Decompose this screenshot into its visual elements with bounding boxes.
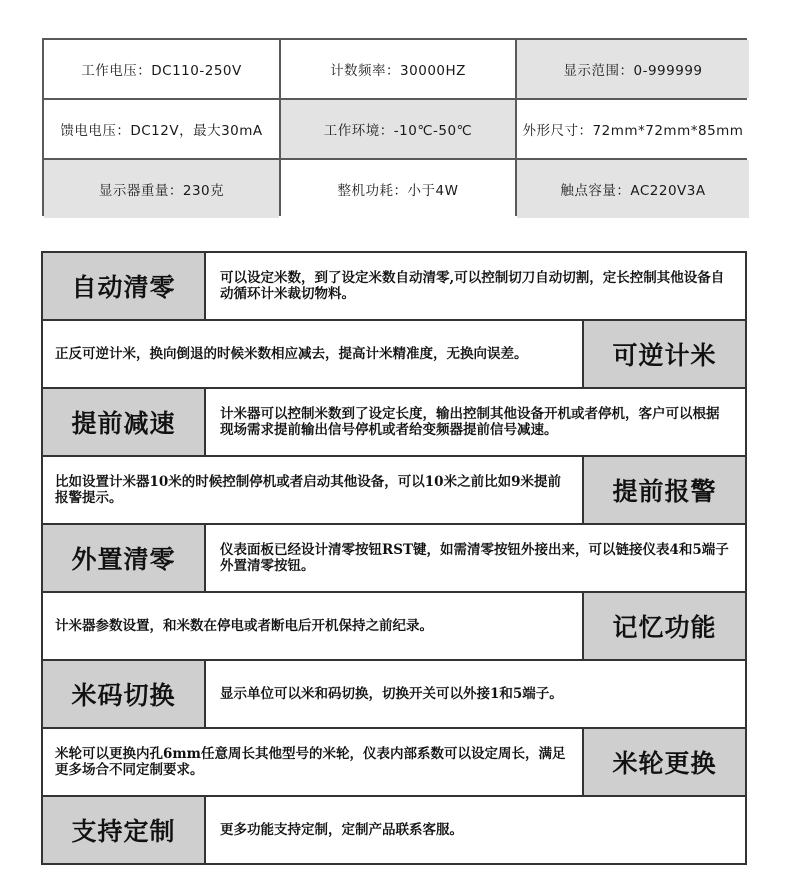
feature-title: 米码切换	[43, 661, 206, 727]
feature-description: 更多功能支持定制，定制产品联系客服。	[206, 797, 745, 863]
feature-description: 比如设置计米器10米的时候控制停机或者启动其他设备，可以10米之前比如9米提前报警提示。	[43, 457, 582, 523]
spec-cell: 触点容量：AC220V3A	[517, 160, 749, 218]
feature-description: 米轮可以更换内孔6mm任意周长其他型号的米轮，仪表内部系数可以设定周长，满足更多场合不同定制要求。	[43, 729, 582, 795]
feature-description: 计米器参数设置，和米数在停电或者断电后开机保持之前纪录。	[43, 593, 582, 659]
spec-cell: 整机功耗：小于4W	[281, 160, 515, 218]
feature-row-customization	[43, 797, 745, 863]
feature-row-early-alarm	[43, 457, 745, 525]
feature-description: 显示单位可以米和码切换，切换开关可以外接1和5端子。	[206, 661, 745, 727]
feature-description: 可以设定米数，到了设定米数自动清零,可以控制切刀自动切割，定长控制其他设备自动循环计米裁切物料。	[206, 253, 745, 319]
spec-cell: 显示范围：0-999999	[517, 40, 749, 98]
feature-row-reversible-count	[43, 321, 745, 389]
feature-row-early-slowdown	[43, 389, 745, 457]
feature-title: 自动清零	[43, 253, 206, 319]
feature-row-memory	[43, 593, 745, 661]
feature-description: 正反可逆计米，换向倒退的时候米数相应减去，提高计米精准度，无换向误差。	[43, 321, 582, 387]
feature-row-auto-reset	[43, 253, 745, 321]
feature-row-external-reset	[43, 525, 745, 593]
feature-title: 支持定制	[43, 797, 206, 863]
spec-cell: 工作环境：-10℃-50℃	[281, 100, 515, 158]
feature-row-unit-switch	[43, 661, 745, 729]
feature-title: 外置清零	[43, 525, 206, 591]
feature-description: 仪表面板已经设计清零按钮RST键，如需清零按钮外接出来，可以链接仪表4和5端子外置清零按钮。	[206, 525, 745, 591]
feature-description: 计米器可以控制米数到了设定长度，输出控制其他设备开机或者停机，客户可以根据现场需求提前输出信号停机或者给变频器提前信号减速。	[206, 389, 745, 455]
spec-table	[42, 38, 747, 216]
feature-title: 提前减速	[43, 389, 206, 455]
spec-cell: 馈电电压：DC12V，最大30mA	[44, 100, 279, 158]
feature-title: 提前报警	[582, 457, 745, 523]
spec-cell: 显示器重量：230克	[44, 160, 279, 218]
feature-title: 可逆计米	[582, 321, 745, 387]
feature-row-wheel-replace	[43, 729, 745, 797]
spec-cell: 工作电压：DC110-250V	[44, 40, 279, 98]
feature-list	[41, 251, 747, 865]
spec-cell: 外形尺寸：72mm*72mm*85mm	[517, 100, 749, 158]
feature-title: 米轮更换	[582, 729, 745, 795]
spec-cell: 计数频率：30000HZ	[281, 40, 515, 98]
feature-title: 记忆功能	[582, 593, 745, 659]
